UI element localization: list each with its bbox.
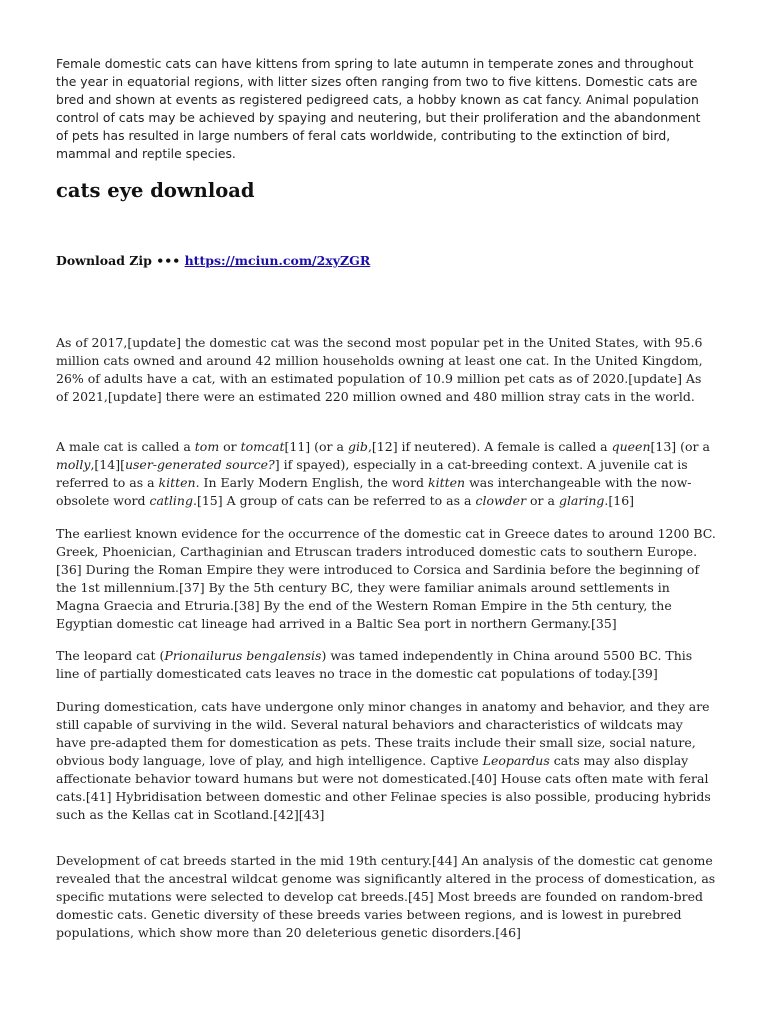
- page-title: cats eye download: [56, 179, 255, 202]
- paragraph-leopard-cat: The leopard cat (Prionailurus bengalensis) was tamed independently in China around 5500 BC. This line of partially domesticated cats leaves no trace in the domestic cat populations of today.[39]: [56, 648, 693, 681]
- paragraph-history-europe: The earliest known evidence for the occurrence of the domestic cat in Greece dates to around 1200 BC. Greek, Phoenician, Carthaginian and Etruscan traders introduced domestic cats to southern Europe.[36] During the Roman Empire they were introduced to Corsica and Sardinia before the beginning of the 1st millennium.[37] By the 5th century BC, they were familiar animals around settlements in Magna Graecia and Etruria.[38] By the end of the Western Roman Empire in the 5th century, the Egyptian domestic cat lineage had arrived in a Baltic Sea port in northern Germany.[35]: [56, 526, 716, 631]
- paragraph-domestication: During domestication, cats have undergone only minor changes in anatomy and behavior, and they are still capable of surviving in the wild. Several natural behaviors and characteristics of wildcats may have pre-adapted them for domestication as pets. These traits include their small size, social nature, obvious body language, love of play, and high intelligence. Captive Leopardus cats may also display affectionate behavior toward humans but were not domesticated.[40] House cats often mate with feral cats.[41] Hybridisation between domestic and other Felinae species is also possible, producing hybrids such as the Kellas cat in Scotland.[42][43]: [56, 699, 711, 822]
- download-label: Download Zip •••: [56, 253, 185, 268]
- paragraph-population: As of 2017,[update] the domestic cat was the second most popular pet in the United States, with 95.6 million cats owned and around 42 million households owning at least one cat. In the United Kingdom, 26% of adults have a cat, with an estimated population of 10.9 million pet cats as of 2020.[update] As of 2021,[update] there were an estimated 220 million owned and 480 million stray cats in the world.: [56, 335, 703, 404]
- download-line: [56, 252, 716, 270]
- download-link[interactable]: https://mciun.com/2xyZGR: [184, 253, 371, 268]
- paragraph-terminology: A male cat is called a tom or tomcat[11] (or a gib,[12] if neutered). A female is called a queen[13] (or a molly,[14][user-generated source?] if spayed), especially in a cat-breeding context. A juvenile cat is referred to as a kitten. In Early Modern English, the word kitten was interchangeable with the now-obsolete word catling.[15] A group of cats can be referred to as a clowder or a glaring.[16]: [56, 439, 710, 508]
- paragraph-breeds: Development of cat breeds started in the mid 19th century.[44] An analysis of the domestic cat genome revealed that the ancestral wildcat genome was significantly altered in the process of domestication, as specific mutations were selected to develop cat breeds.[45] Most breeds are founded on random-bred domestic cats. Genetic diversity of these breeds varies between regions, and is lowest in purebred populations, which show more than 20 deleterious genetic disorders.[46]: [56, 853, 716, 940]
- intro-paragraph: Female domestic cats can have kittens from spring to late autumn in temperate zones and throughout the year in equatorial regions, with litter sizes often ranging from two to five kittens. Domestic cats are bred and shown at events as registered pedigreed cats, a hobby known as cat fancy. Animal population control of cats may be achieved by spaying and neutering, but their proliferation and the abandonment of pets has resulted in large numbers of feral cats worldwide, contributing to the extinction of bird, mammal and reptile species.: [56, 56, 701, 161]
